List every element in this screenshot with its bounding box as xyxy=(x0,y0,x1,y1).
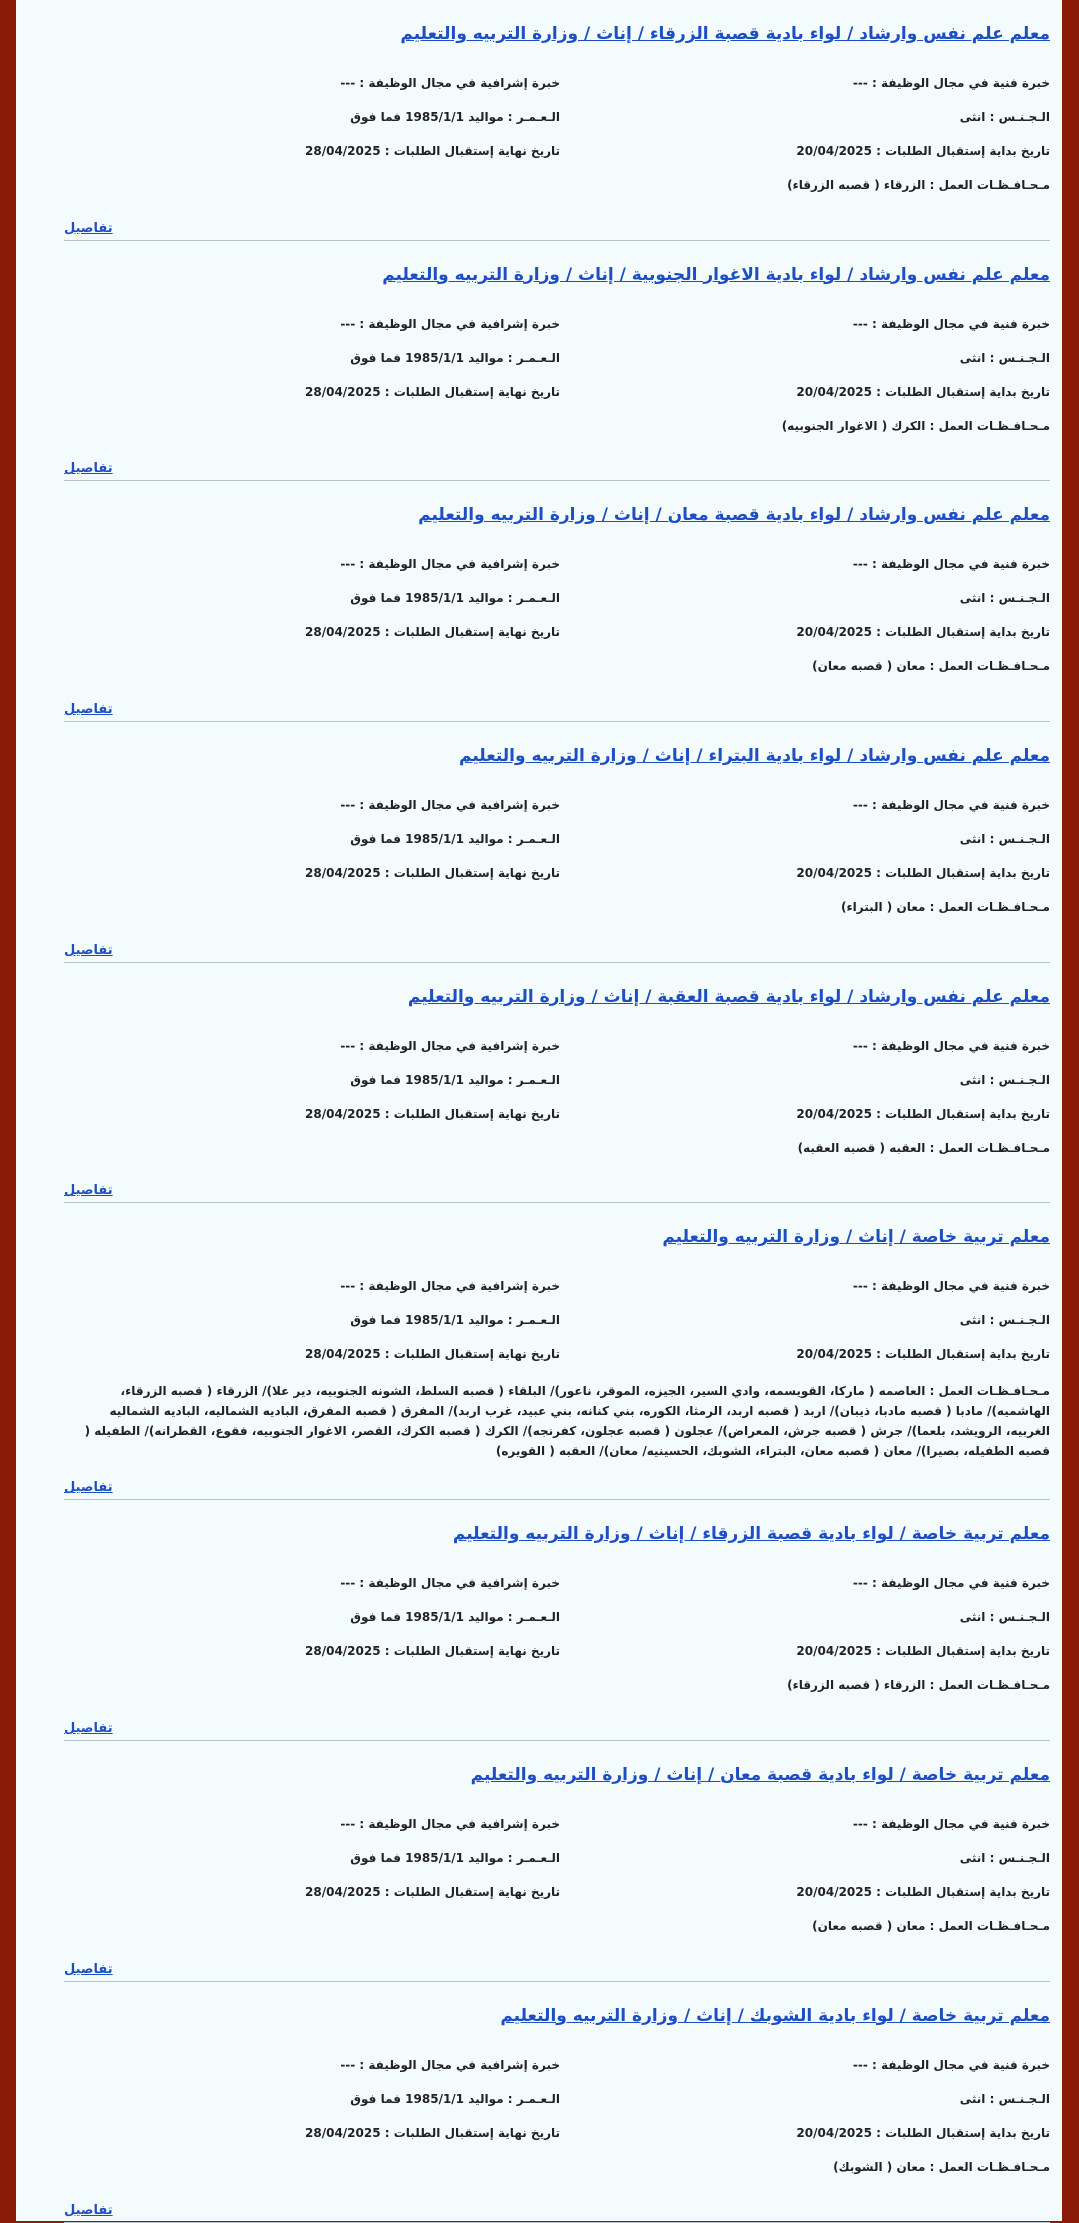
end-date: تاريخ نهاية إستقبال الطلبات : 28/04/2025 xyxy=(305,384,560,399)
work-locations: مـحـافـظـات العمل : العقبه ( قصبه العقبه) xyxy=(797,1140,1050,1155)
supervisory-experience: خبرة إشرافية في مجال الوظيفة : --- xyxy=(340,798,560,813)
end-date: تاريخ نهاية إستقبال الطلبات : 28/04/2025 xyxy=(305,1347,560,1362)
details-link[interactable]: تفاصيل xyxy=(64,220,113,236)
technical-experience: خبرة فنية في مجال الوظيفة : --- xyxy=(852,1576,1050,1591)
age: الـعـمـر : مواليد 1985/1/1 فما فوق xyxy=(350,832,560,847)
job-card xyxy=(64,1741,1050,1982)
age: الـعـمـر : مواليد 1985/1/1 فما فوق xyxy=(350,2091,560,2106)
end-date: تاريخ نهاية إستقبال الطلبات : 28/04/2025 xyxy=(305,144,560,158)
gender: الـجـنـس : انثى xyxy=(959,110,1050,124)
gender: الـجـنـس : انثى xyxy=(959,350,1050,365)
technical-experience: خبرة فنية في مجال الوظيفة : --- xyxy=(852,1038,1050,1053)
job-card xyxy=(64,481,1050,722)
technical-experience: خبرة فنية في مجال الوظيفة : --- xyxy=(852,76,1050,90)
age: الـعـمـر : مواليد 1985/1/1 فما فوق xyxy=(350,1851,560,1866)
supervisory-experience: خبرة إشرافية في مجال الوظيفة : --- xyxy=(340,1817,560,1832)
age: الـعـمـر : مواليد 1985/1/1 فما فوق xyxy=(350,1610,560,1625)
end-date: تاريخ نهاية إستقبال الطلبات : 28/04/2025 xyxy=(305,1885,560,1900)
start-date: تاريخ بداية إستقبال الطلبات : 20/04/2025 xyxy=(796,866,1050,881)
technical-experience: خبرة فنية في مجال الوظيفة : --- xyxy=(852,557,1050,572)
job-title-link[interactable]: معلم تربية خاصة / لواء بادية الشوبك / إناث / وزارة التربيه والتعليم xyxy=(500,2005,1050,2026)
job-title-link[interactable]: معلم علم نفس وارشاد / لواء بادية قصبة معان / إناث / وزارة التربيه والتعليم xyxy=(418,505,1050,526)
job-title-link[interactable]: معلم علم نفس وارشاد / لواء بادية البتراء / إناث / وزارة التربيه والتعليم xyxy=(459,746,1050,767)
gender: الـجـنـس : انثى xyxy=(959,2091,1050,2106)
supervisory-experience: خبرة إشرافية في مجال الوظيفة : --- xyxy=(340,76,560,90)
supervisory-experience: خبرة إشرافية في مجال الوظيفة : --- xyxy=(340,557,560,572)
age: الـعـمـر : مواليد 1985/1/1 فما فوق xyxy=(350,591,560,606)
job-list xyxy=(64,0,1050,2223)
end-date: تاريخ نهاية إستقبال الطلبات : 28/04/2025 xyxy=(305,625,560,640)
start-date: تاريخ بداية إستقبال الطلبات : 20/04/2025 xyxy=(796,1644,1050,1659)
work-locations: مـحـافـظـات العمل : الزرقاء ( قصبه الزرقاء) xyxy=(787,1678,1050,1693)
details-link[interactable]: تفاصيل xyxy=(64,461,113,477)
job-title-link[interactable]: معلم علم نفس وارشاد / لواء بادية الاغوار الجنوبية / إناث / وزارة التربيه والتعليم xyxy=(382,264,1050,285)
work-locations: مـحـافـظـات العمل : معان ( قصبه معان) xyxy=(812,659,1050,674)
page-panel xyxy=(16,0,1062,2221)
job-card xyxy=(64,722,1050,963)
details-link[interactable]: تفاصيل xyxy=(64,1721,113,1737)
work-locations: مـحـافـظـات العمل : معان ( قصبه معان) xyxy=(812,1919,1050,1934)
details-link[interactable]: تفاصيل xyxy=(64,1183,113,1199)
end-date: تاريخ نهاية إستقبال الطلبات : 28/04/2025 xyxy=(305,2125,560,2140)
supervisory-experience: خبرة إشرافية في مجال الوظيفة : --- xyxy=(340,1576,560,1591)
job-card xyxy=(64,1500,1050,1741)
gender: الـجـنـس : انثى xyxy=(959,1313,1050,1328)
technical-experience: خبرة فنية في مجال الوظيفة : --- xyxy=(852,1279,1050,1294)
start-date: تاريخ بداية إستقبال الطلبات : 20/04/2025 xyxy=(796,1106,1050,1121)
end-date: تاريخ نهاية إستقبال الطلبات : 28/04/2025 xyxy=(305,1644,560,1659)
start-date: تاريخ بداية إستقبال الطلبات : 20/04/2025 xyxy=(796,384,1050,399)
work-locations: مـحـافـظـات العمل : معان ( الشوبك) xyxy=(833,2159,1050,2174)
gender: الـجـنـس : انثى xyxy=(959,1072,1050,1087)
job-card xyxy=(64,0,1050,241)
technical-experience: خبرة فنية في مجال الوظيفة : --- xyxy=(852,1817,1050,1832)
end-date: تاريخ نهاية إستقبال الطلبات : 28/04/2025 xyxy=(305,1106,560,1121)
start-date: تاريخ بداية إستقبال الطلبات : 20/04/2025 xyxy=(796,1347,1050,1362)
gender: الـجـنـس : انثى xyxy=(959,591,1050,606)
details-link[interactable]: تفاصيل xyxy=(64,1480,113,1496)
job-card xyxy=(64,1982,1050,2223)
age: الـعـمـر : مواليد 1985/1/1 فما فوق xyxy=(350,1313,560,1328)
start-date: تاريخ بداية إستقبال الطلبات : 20/04/2025 xyxy=(796,1885,1050,1900)
work-locations: مـحـافـظـات العمل : الكرك ( الاغوار الجنوبيه) xyxy=(781,418,1050,433)
details-link[interactable]: تفاصيل xyxy=(64,2202,113,2218)
details-link[interactable]: تفاصيل xyxy=(64,702,113,718)
job-card xyxy=(64,963,1050,1204)
supervisory-experience: خبرة إشرافية في مجال الوظيفة : --- xyxy=(340,1279,560,1294)
technical-experience: خبرة فنية في مجال الوظيفة : --- xyxy=(852,2057,1050,2072)
supervisory-experience: خبرة إشرافية في مجال الوظيفة : --- xyxy=(340,1038,560,1053)
technical-experience: خبرة فنية في مجال الوظيفة : --- xyxy=(852,798,1050,813)
start-date: تاريخ بداية إستقبال الطلبات : 20/04/2025 xyxy=(796,625,1050,640)
gender: الـجـنـس : انثى xyxy=(959,1851,1050,1866)
job-title-link[interactable]: معلم تربية خاصة / إناث / وزارة التربيه والتعليم xyxy=(662,1227,1050,1248)
gender: الـجـنـس : انثى xyxy=(959,1610,1050,1625)
age: الـعـمـر : مواليد 1985/1/1 فما فوق xyxy=(350,110,560,124)
job-title-link[interactable]: معلم تربية خاصة / لواء بادية قصبة معان / إناث / وزارة التربيه والتعليم xyxy=(470,1765,1050,1786)
age: الـعـمـر : مواليد 1985/1/1 فما فوق xyxy=(350,350,560,365)
end-date: تاريخ نهاية إستقبال الطلبات : 28/04/2025 xyxy=(305,866,560,881)
job-title-link[interactable]: معلم علم نفس وارشاد / لواء بادية قصبة الزرقاء / إناث / وزارة التربيه والتعليم xyxy=(400,24,1050,44)
gender: الـجـنـس : انثى xyxy=(959,832,1050,847)
job-title-link[interactable]: معلم تربية خاصة / لواء بادية قصبة الزرقاء / إناث / وزارة التربيه والتعليم xyxy=(452,1524,1050,1545)
supervisory-experience: خبرة إشرافية في مجال الوظيفة : --- xyxy=(340,316,560,331)
job-title-link[interactable]: معلم علم نفس وارشاد / لواء بادية قصبة العقبة / إناث / وزارة التربيه والتعليم xyxy=(407,986,1050,1007)
details-link[interactable]: تفاصيل xyxy=(64,1961,113,1977)
start-date: تاريخ بداية إستقبال الطلبات : 20/04/2025 xyxy=(796,144,1050,158)
work-locations: مـحـافـظـات العمل : معان ( البتراء) xyxy=(841,900,1050,915)
job-card xyxy=(64,1203,1050,1500)
age: الـعـمـر : مواليد 1985/1/1 فما فوق xyxy=(350,1072,560,1087)
work-locations: مـحـافـظـات العمل : العاصمه ( ماركا، القويسمه، وادي السير، الجيزه، الموقر، ناعور)/ البلقاء ( قصبه السلط، الشونه الجنوبيه، دير علا)/ الزرقاء ( قصبه الزرقاء، الهاشميه)/ مادبا ( قصبه مادبا، ذيبان)/ اربد ( قصبه اربد، الرمثا، الكوره، بني كنانه، بني عبيد، غرب اربد)/ المفرق ( قصبه المفرق، الباديه الشماليه، الباديه الشماليه الغربيه، الرويشد، بلعما)/ جرش ( قصبه جرش، المعراض)/ عجلون ( قصبه عجلون، كفرنجه)/ الكرك ( قصبه الكرك، القصر، الاغوار الجنوبيه، فقوع، القطرانه)/ الطفيله ( قصبه الطفيله، بصيرا)/ معان ( قصبه معان، البتراء، الشوبك، الحسينيه/ معان)/ العقبه ( القويره) xyxy=(84,1384,1050,1459)
start-date: تاريخ بداية إستقبال الطلبات : 20/04/2025 xyxy=(796,2125,1050,2140)
technical-experience: خبرة فنية في مجال الوظيفة : --- xyxy=(852,316,1050,331)
work-locations: مـحـافـظـات العمل : الزرقاء ( قصبه الزرقاء) xyxy=(787,178,1050,192)
details-link[interactable]: تفاصيل xyxy=(64,942,113,958)
job-card xyxy=(64,241,1050,482)
supervisory-experience: خبرة إشرافية في مجال الوظيفة : --- xyxy=(340,2057,560,2072)
